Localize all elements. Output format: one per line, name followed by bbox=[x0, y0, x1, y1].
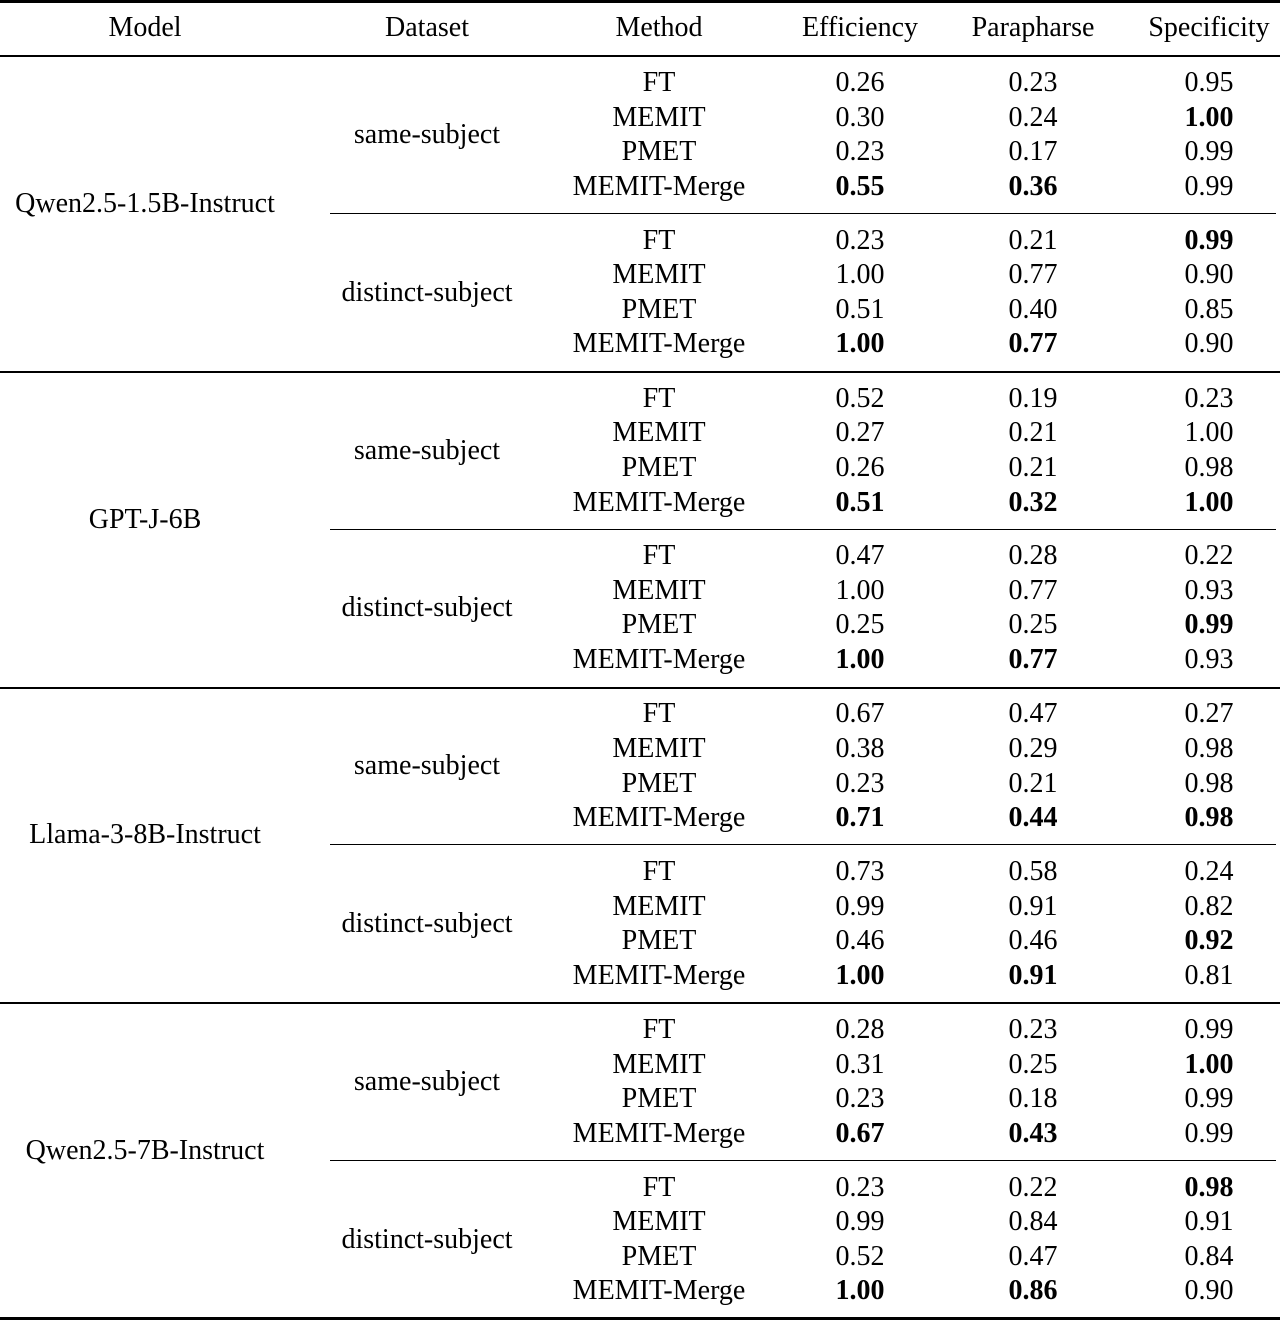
specificity-cell: 0.91 bbox=[1184, 1206, 1234, 1238]
model-name: Qwen2.5-7B-Instruct bbox=[25, 1135, 265, 1167]
specificity-cell: 1.00 bbox=[1184, 1048, 1234, 1080]
paraphrase-cell: 0.77 bbox=[1008, 259, 1058, 291]
specificity-cell: 0.22 bbox=[1184, 540, 1234, 572]
paraphrase-cell: 0.43 bbox=[1008, 1117, 1058, 1149]
efficiency-cell: 1.00 bbox=[835, 328, 885, 360]
efficiency-cell: 0.30 bbox=[835, 101, 885, 133]
paraphrase-cell: 0.40 bbox=[1008, 293, 1058, 325]
paraphrase-cell: 0.25 bbox=[1008, 609, 1058, 641]
method-cell: MEMIT bbox=[612, 1206, 706, 1238]
specificity-cell: 0.24 bbox=[1184, 855, 1234, 887]
paraphrase-cell: 0.44 bbox=[1008, 802, 1058, 834]
model-divider bbox=[0, 1002, 1280, 1004]
method-cell: MEMIT-Merge bbox=[572, 486, 746, 518]
specificity-cell: 0.98 bbox=[1184, 733, 1234, 764]
method-cell: PMET bbox=[621, 1240, 697, 1272]
method-cell: MEMIT-Merge bbox=[572, 802, 746, 834]
efficiency-cell: 0.67 bbox=[835, 1117, 885, 1149]
efficiency-cell: 0.38 bbox=[835, 733, 885, 764]
dataset-name: same-subject bbox=[353, 1066, 501, 1098]
column-header: Model bbox=[108, 12, 182, 43]
method-cell: MEMIT bbox=[612, 890, 706, 922]
specificity-cell: 0.84 bbox=[1184, 1240, 1234, 1272]
paraphrase-cell: 0.77 bbox=[1008, 644, 1058, 675]
bottom-rule bbox=[0, 1317, 1280, 1320]
model-name: Llama-3-8B-Instruct bbox=[29, 819, 261, 851]
column-header: Efficiency bbox=[801, 12, 919, 43]
paraphrase-cell: 0.47 bbox=[1008, 698, 1058, 730]
efficiency-cell: 1.00 bbox=[835, 574, 885, 606]
efficiency-cell: 0.26 bbox=[835, 451, 885, 483]
dataset-name: distinct-subject bbox=[341, 907, 513, 939]
method-cell: MEMIT bbox=[612, 101, 706, 133]
paraphrase-cell: 0.19 bbox=[1008, 382, 1058, 414]
efficiency-cell: 0.31 bbox=[835, 1048, 885, 1080]
paraphrase-cell: 0.32 bbox=[1008, 486, 1058, 518]
specificity-cell: 0.98 bbox=[1184, 802, 1234, 834]
column-header: Parapharse bbox=[971, 12, 1095, 43]
paraphrase-cell: 0.28 bbox=[1008, 540, 1058, 572]
dataset-name: distinct-subject bbox=[341, 276, 513, 308]
specificity-cell: 0.99 bbox=[1184, 136, 1234, 168]
method-cell: MEMIT-Merge bbox=[572, 959, 746, 991]
dataset-divider bbox=[330, 529, 1276, 530]
efficiency-cell: 0.55 bbox=[835, 170, 885, 202]
efficiency-cell: 0.46 bbox=[835, 925, 885, 957]
method-cell: FT bbox=[642, 382, 676, 414]
paraphrase-cell: 0.46 bbox=[1008, 925, 1058, 957]
efficiency-cell: 0.26 bbox=[835, 67, 885, 98]
method-cell: MEMIT-Merge bbox=[572, 328, 746, 360]
paraphrase-cell: 0.91 bbox=[1008, 890, 1058, 922]
specificity-cell: 0.27 bbox=[1184, 698, 1234, 730]
specificity-cell: 1.00 bbox=[1184, 101, 1234, 133]
method-cell: MEMIT-Merge bbox=[572, 1117, 746, 1149]
specificity-cell: 0.98 bbox=[1184, 767, 1234, 799]
paraphrase-cell: 0.21 bbox=[1008, 224, 1058, 256]
method-cell: PMET bbox=[621, 293, 697, 325]
efficiency-cell: 0.71 bbox=[835, 802, 885, 834]
specificity-cell: 0.90 bbox=[1184, 1275, 1234, 1307]
efficiency-cell: 0.51 bbox=[835, 293, 885, 325]
model-name: Qwen2.5-1.5B-Instruct bbox=[15, 188, 275, 219]
efficiency-cell: 0.25 bbox=[835, 609, 885, 641]
method-cell: MEMIT bbox=[612, 1048, 706, 1080]
paraphrase-cell: 0.29 bbox=[1008, 733, 1058, 764]
method-cell: FT bbox=[642, 67, 676, 98]
method-cell: MEMIT bbox=[612, 417, 706, 449]
dataset-divider bbox=[330, 213, 1276, 214]
efficiency-cell: 1.00 bbox=[835, 1275, 885, 1307]
method-cell: FT bbox=[642, 698, 676, 730]
paraphrase-cell: 0.17 bbox=[1008, 136, 1058, 168]
paraphrase-cell: 0.91 bbox=[1008, 959, 1058, 991]
paraphrase-cell: 0.36 bbox=[1008, 170, 1058, 202]
method-cell: PMET bbox=[621, 767, 697, 799]
method-cell: MEMIT bbox=[612, 259, 706, 291]
efficiency-cell: 0.23 bbox=[835, 767, 885, 799]
efficiency-cell: 0.52 bbox=[835, 382, 885, 414]
specificity-cell: 0.95 bbox=[1184, 67, 1234, 98]
paraphrase-cell: 0.77 bbox=[1008, 574, 1058, 606]
specificity-cell: 0.93 bbox=[1184, 574, 1234, 606]
method-cell: PMET bbox=[621, 609, 697, 641]
paraphrase-cell: 0.58 bbox=[1008, 855, 1058, 887]
method-cell: MEMIT-Merge bbox=[572, 1275, 746, 1307]
paraphrase-cell: 0.84 bbox=[1008, 1206, 1058, 1238]
method-cell: MEMIT-Merge bbox=[572, 644, 746, 675]
paraphrase-cell: 0.47 bbox=[1008, 1240, 1058, 1272]
specificity-cell: 0.82 bbox=[1184, 890, 1234, 922]
top-rule bbox=[0, 0, 1280, 3]
method-cell: PMET bbox=[621, 925, 697, 957]
paraphrase-cell: 0.23 bbox=[1008, 1014, 1058, 1046]
efficiency-cell: 0.28 bbox=[835, 1014, 885, 1046]
specificity-cell: 0.99 bbox=[1184, 170, 1234, 202]
specificity-cell: 0.99 bbox=[1184, 609, 1234, 641]
specificity-cell: 0.99 bbox=[1184, 224, 1234, 256]
efficiency-cell: 1.00 bbox=[835, 259, 885, 291]
paraphrase-cell: 0.86 bbox=[1008, 1275, 1058, 1307]
efficiency-cell: 0.52 bbox=[835, 1240, 885, 1272]
specificity-cell: 0.92 bbox=[1184, 925, 1234, 957]
specificity-cell: 0.99 bbox=[1184, 1014, 1234, 1046]
dataset-divider bbox=[330, 844, 1276, 845]
method-cell: MEMIT-Merge bbox=[572, 170, 746, 202]
method-cell: MEMIT bbox=[612, 733, 706, 764]
paraphrase-cell: 0.18 bbox=[1008, 1083, 1058, 1115]
dataset-name: distinct-subject bbox=[341, 592, 513, 624]
paraphrase-cell: 0.23 bbox=[1008, 67, 1058, 98]
paraphrase-cell: 0.21 bbox=[1008, 417, 1058, 449]
column-header: Dataset bbox=[385, 12, 469, 43]
specificity-cell: 0.81 bbox=[1184, 959, 1234, 991]
column-header: Specificity bbox=[1148, 12, 1270, 43]
paraphrase-cell: 0.25 bbox=[1008, 1048, 1058, 1080]
paraphrase-cell: 0.24 bbox=[1008, 101, 1058, 133]
efficiency-cell: 0.23 bbox=[835, 224, 885, 256]
specificity-cell: 1.00 bbox=[1184, 486, 1234, 518]
method-cell: FT bbox=[642, 855, 676, 887]
method-cell: MEMIT bbox=[612, 574, 706, 606]
efficiency-cell: 0.67 bbox=[835, 698, 885, 730]
dataset-name: same-subject bbox=[353, 750, 501, 782]
paraphrase-cell: 0.21 bbox=[1008, 451, 1058, 483]
dataset-name: same-subject bbox=[353, 119, 501, 150]
specificity-cell: 1.00 bbox=[1184, 417, 1234, 449]
efficiency-cell: 1.00 bbox=[835, 959, 885, 991]
specificity-cell: 0.90 bbox=[1184, 259, 1234, 291]
specificity-cell: 0.90 bbox=[1184, 328, 1234, 360]
method-cell: FT bbox=[642, 1171, 676, 1203]
paraphrase-cell: 0.77 bbox=[1008, 328, 1058, 360]
column-header: Method bbox=[615, 12, 703, 43]
efficiency-cell: 0.99 bbox=[835, 890, 885, 922]
specificity-cell: 0.85 bbox=[1184, 293, 1234, 325]
efficiency-cell: 0.51 bbox=[835, 486, 885, 518]
method-cell: FT bbox=[642, 540, 676, 572]
efficiency-cell: 0.73 bbox=[835, 855, 885, 887]
efficiency-cell: 1.00 bbox=[835, 644, 885, 675]
method-cell: FT bbox=[642, 224, 676, 256]
specificity-cell: 0.99 bbox=[1184, 1117, 1234, 1149]
paraphrase-cell: 0.22 bbox=[1008, 1171, 1058, 1203]
method-cell: PMET bbox=[621, 1083, 697, 1115]
specificity-cell: 0.99 bbox=[1184, 1083, 1234, 1115]
dataset-divider bbox=[330, 1160, 1276, 1161]
method-cell: PMET bbox=[621, 451, 697, 483]
specificity-cell: 0.93 bbox=[1184, 644, 1234, 675]
efficiency-cell: 0.99 bbox=[835, 1206, 885, 1238]
efficiency-cell: 0.23 bbox=[835, 1083, 885, 1115]
method-cell: FT bbox=[642, 1014, 676, 1046]
specificity-cell: 0.98 bbox=[1184, 1171, 1234, 1203]
efficiency-cell: 0.23 bbox=[835, 1171, 885, 1203]
model-name: GPT-J-6B bbox=[88, 503, 202, 535]
specificity-cell: 0.98 bbox=[1184, 451, 1234, 483]
model-divider bbox=[0, 687, 1280, 689]
dataset-name: same-subject bbox=[353, 434, 501, 466]
specificity-cell: 0.23 bbox=[1184, 382, 1234, 414]
efficiency-cell: 0.27 bbox=[835, 417, 885, 449]
paraphrase-cell: 0.21 bbox=[1008, 767, 1058, 799]
model-divider bbox=[0, 371, 1280, 373]
header-rule bbox=[0, 55, 1280, 57]
method-cell: PMET bbox=[621, 136, 697, 168]
efficiency-cell: 0.23 bbox=[835, 136, 885, 168]
dataset-name: distinct-subject bbox=[341, 1223, 513, 1255]
efficiency-cell: 0.47 bbox=[835, 540, 885, 572]
